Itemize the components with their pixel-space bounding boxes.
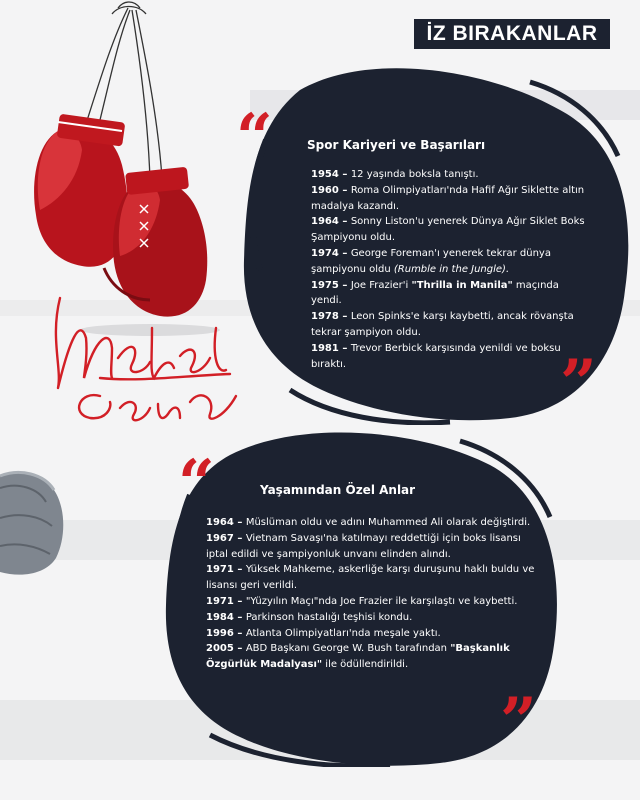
item-year: 1967 — [206, 532, 234, 544]
item-text: Joe Frazier'i — [350, 279, 412, 291]
item-text: George Foreman'ı yenerek tekrar dünya şampiyonu oldu — [311, 247, 551, 275]
list-item: 1978 – Leon Spinks'e karşı kaybetti, ancak rövanşta tekrar şampiyon oldu. — [311, 311, 574, 338]
item-text: "Yüzyılın Maçı"nda Joe Frazier ile karşılaştı ve kaybetti. — [245, 595, 518, 607]
list-item: 2005 – ABD Başkanı George W. Bush tarafından "Başkanlık Özgürlük Madalyası" ile ödüllendirildi. — [206, 643, 510, 671]
item-year: 1971 — [206, 564, 234, 576]
header-badge-text: İZ BIRAKANLAR — [426, 22, 598, 45]
item-year: 1975 — [311, 279, 339, 291]
list-item: 1975 – Joe Frazier'i "Thrilla in Manila" maçında yendi. — [311, 279, 559, 307]
item-text: Parkinson hastalığı teşhisi kondu. — [245, 611, 413, 623]
item-text: 12 yaşında boksla tanıştı. — [350, 169, 479, 180]
item-year: 2005 — [206, 643, 234, 655]
quote-close-icon: ” — [500, 684, 537, 759]
item-year: 1978 — [311, 311, 339, 323]
list-item: 1971 – Yüksek Mahkeme, askerliğe karşı duruşunu haklı buldu ve lisansı geri verildi. — [206, 564, 535, 592]
list-item: 1974 – George Foreman'ı yenerek tekrar dünya şampiyonu oldu (Rumble in the Jungle). — [311, 247, 551, 275]
item-text: ABD Başkanı George W. Bush tarafından — [245, 643, 451, 655]
quote-open-icon: “ — [236, 100, 273, 175]
signature-icon — [40, 278, 250, 428]
list-item: 1971 – "Yüzyılın Maçı"nda Joe Frazier ile karşılaştı ve kaybetti. — [206, 595, 518, 607]
item-year: 1964 — [311, 216, 339, 228]
item-text: Sonny Liston'u yenerek Dünya Ağır Siklet Boks Şampiyonu oldu. — [311, 216, 585, 244]
item-text: Atlanta Olimpiyatları'nda meşale yaktı. — [245, 627, 441, 639]
item-year: 1971 — [206, 595, 234, 607]
item-text: Yüksek Mahkeme, askerliğe karşı duruşunu haklı buldu ve lisansı geri verildi. — [206, 564, 535, 592]
fist-icon — [0, 468, 70, 578]
item-year: 1960 — [311, 184, 339, 196]
list-item: 1964 – Müslüman oldu ve adını Muhammed Ali olarak değiştirdi. — [206, 517, 531, 528]
list-item: 1964 – Sonny Liston'u yenerek Dünya Ağır Siklet Boks Şampiyonu oldu. — [311, 216, 585, 244]
item-year: 1996 — [206, 627, 234, 639]
item-year: 1984 — [206, 611, 234, 623]
item-text: ile ödüllendirildi. — [322, 659, 409, 671]
header-badge — [414, 19, 610, 49]
item-text: Müslüman oldu ve adını Muhammed Ali olarak değiştirdi. — [245, 517, 531, 528]
item-text: Vietnam Savaşı'na katılmayı reddettiği için boks lisansı iptal edildi ve şampiyonluk unvanı elinden alındı. — [206, 532, 521, 560]
item-year: 1964 — [206, 517, 234, 528]
life-title: Yaşamından Özel Anlar — [260, 483, 416, 497]
item-bold: "Thrilla in Manila" — [411, 279, 513, 291]
quote-close-icon: ” — [560, 346, 597, 421]
list-item: 1981 – Trevor Berbick karşısında yenildi ve boksu bıraktı. — [311, 342, 561, 370]
item-year: 1974 — [311, 247, 339, 259]
life-list — [206, 515, 544, 673]
quote-open-icon: “ — [178, 446, 215, 521]
item-year: 1954 — [311, 169, 339, 180]
list-item: 1984 – Parkinson hastalığı teşhisi kondu. — [206, 611, 413, 623]
item-text: Leon Spinks'e karşı kaybetti, ancak rövanşta tekrar şampiyon oldu. — [311, 311, 574, 338]
item-year: 1981 — [311, 342, 339, 354]
list-item: 1960 – Roma Olimpiyatları'nda Hafif Ağır Siklette altın madalya kazandı. — [311, 184, 585, 212]
item-text: Trevor Berbick karşısında yenildi ve boksu bıraktı. — [311, 342, 561, 370]
item-bold: "Başkanlık Özgürlük Madalyası" — [206, 643, 510, 671]
list-item: 1996 – Atlanta Olimpiyatları'nda meşale yaktı. — [206, 627, 441, 639]
item-text: Roma Olimpiyatları'nda Hafif Ağır Siklette altın madalya kazandı. — [311, 184, 585, 212]
career-title: Spor Kariyeri ve Başarıları — [307, 138, 486, 152]
career-list — [311, 167, 586, 372]
item-text: maçında yendi. — [311, 279, 559, 307]
list-item: 1967 – Vietnam Savaşı'na katılmayı reddettiği için boks lisansı iptal edildi ve şampiyonluk unvanı elinden alındı. — [206, 532, 521, 560]
list-item: 1954 – 12 yaşında boksla tanıştı. — [311, 169, 479, 180]
item-italic: (Rumble in the Jungle). — [393, 263, 510, 275]
